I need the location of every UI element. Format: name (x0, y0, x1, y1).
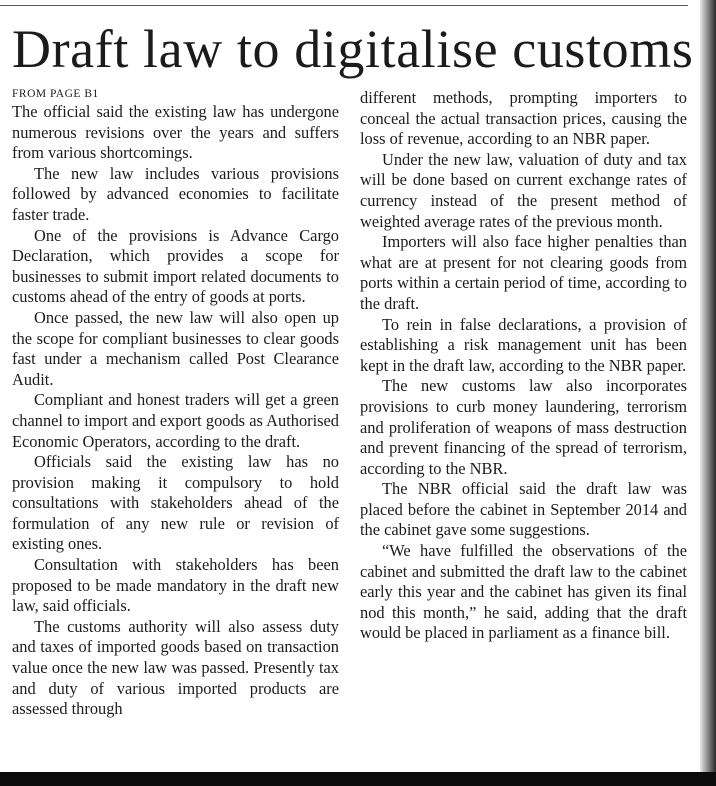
article-paragraph: The NBR official said the draft law was placed before the cabinet in September 2014 and the cabinet gave some suggestions. (360, 479, 687, 540)
top-rule (0, 5, 688, 6)
article-paragraph: Under the new law, valuation of duty and tax will be done based on current exchange rates of currency instead of the present method of weighted average rates of the previous month. (360, 149, 687, 231)
article-paragraph: The new customs law also incorporates provisions to curb money laundering, terrorism and proliferation of weapons of mass destruction and prevent financing of the spread of terrorism, according to the NBR. (360, 376, 687, 478)
article-paragraph: “We have fulfilled the observations of the cabinet and submitted the draft law to the cabinet early this year and the cabinet has given its final nod this month,” he said, adding that the draft would be placed in parliament as a finance bill. (360, 541, 687, 643)
article-paragraph: Once passed, the new law will also open up the scope for compliant businesses to clear goods fast under a mechanism called Post Clearance Audit. (12, 307, 339, 389)
article-paragraph: The customs authority will also assess duty and taxes of imported goods based on transaction value once the new law was passed. Presently tax and duty of various imported products are assessed through (12, 616, 339, 719)
article-paragraph: Officials said the existing law has no provision making it compulsory to hold consultations with stakeholders ahead of the formulation of any new rule or revision of existing ones. (12, 452, 339, 554)
page-edge-shadow (700, 0, 716, 786)
article-headline: Draft law to digitalise customs (12, 19, 694, 79)
bottom-dark-edge (0, 772, 716, 786)
article-paragraph: The new law includes various provisions followed by advanced economies to facilitate faster trade. (12, 163, 339, 224)
article-paragraph: Importers will also face higher penalties than what are at present for not clearing goods from ports within a certain period of time, according to the draft. (360, 232, 687, 313)
article-paragraph: The official said the existing law has undergone numerous revisions over the years and suffers from various shortcomings. (12, 102, 339, 163)
article-paragraph: Consultation with stakeholders has been proposed to be made mandatory in the draft new law, said officials. (12, 555, 339, 616)
article-column-right (360, 88, 687, 644)
article-column-left (12, 86, 339, 720)
article-paragraph: To rein in false declarations, a provision of establishing a risk management unit has been kept in the draft law, according to the NBR paper. (360, 314, 687, 375)
article-paragraph: One of the provisions is Advance Cargo Declaration, which provides a scope for businesses to submit import related documents to customs ahead of the entry of goods at ports. (12, 225, 339, 307)
continued-from-label: FROM PAGE B1 (12, 88, 99, 100)
article-paragraph: different methods, prompting importers to conceal the actual transaction prices, causing the loss of revenue, according to an NBR paper. (360, 88, 687, 149)
article-paragraph: Compliant and honest traders will get a green channel to import and export goods as Authorised Economic Operators, according to the draft. (12, 390, 339, 451)
